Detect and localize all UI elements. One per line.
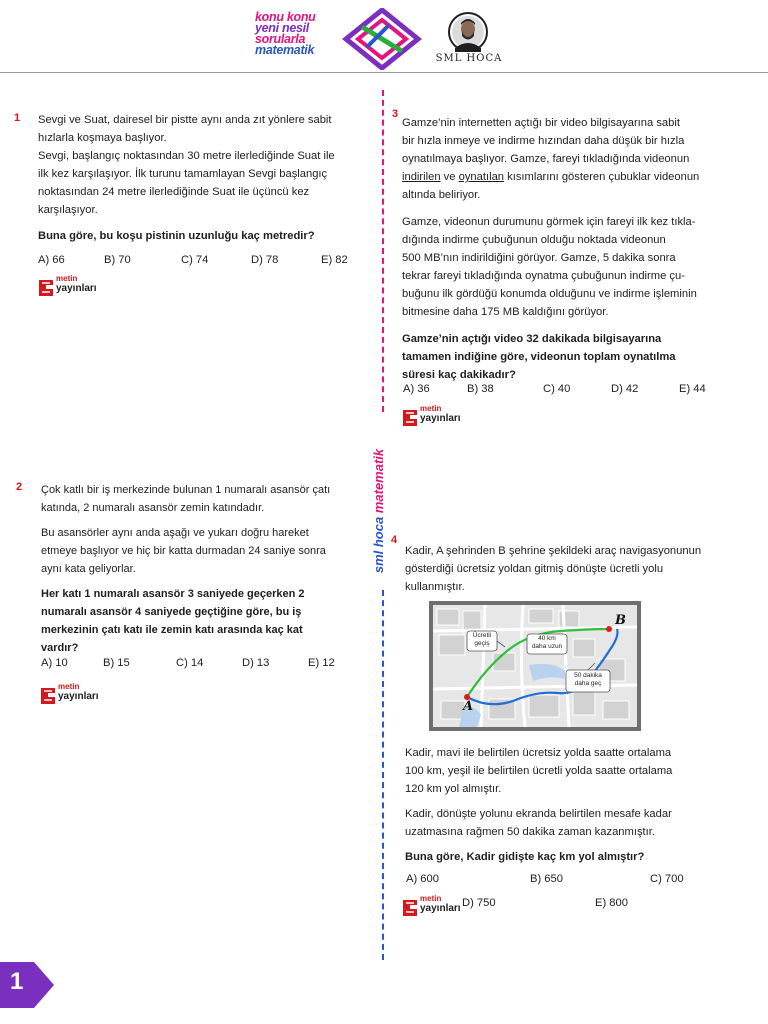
q1-line: Sevgi, başlangıç noktasından 30 metre ilerlediğinde Suat ile — [38, 150, 335, 162]
q4-choices-row2 — [462, 897, 712, 913]
q2-line: Bu asansörler aynı anda aşağı ve yukarı doğru hareket — [41, 527, 309, 539]
callout-50-line: 50 dakika — [574, 672, 602, 679]
side-label-part2: matematik — [371, 448, 386, 514]
q3-question-line: Gamze’nin açtığı video 32 dakikada bilgisayarına — [402, 333, 662, 345]
q1-line: hızlarla koşmaya başlıyor. — [38, 132, 167, 144]
q3-line: Gamze’nin internetten açtığı bir video bilgisayarına sabit — [402, 117, 680, 129]
publisher-logo — [38, 682, 102, 708]
q2-choice-e[interactable]: E) 12 — [308, 657, 335, 669]
q3-line: bir hızla inmeye ve indirme hızından daha düşük bir hızla — [402, 135, 685, 147]
publisher-line2: yayınları — [420, 903, 461, 914]
q3-line: Gamze, videonun durumunu görmek için fareyi ilk kez tıkla- — [402, 216, 696, 228]
q1-question: Buna göre, bu koşu pistinin uzunluğu kaç metredir? — [38, 230, 315, 242]
map-label-b: B — [615, 613, 626, 628]
q3-choice-d[interactable]: D) 42 — [611, 383, 639, 395]
q2-choices — [41, 657, 359, 673]
publisher-line1: metin — [420, 404, 442, 413]
callout-50-text — [566, 672, 610, 688]
q3-underlined-downloaded: indirilen — [402, 171, 441, 183]
publisher-logo-icon — [36, 276, 56, 298]
header — [0, 0, 768, 72]
q3-line-rest: kısımlarını gösteren çubuklar videonun — [504, 171, 700, 183]
brand-line-1: konu konu — [255, 10, 316, 24]
q2-body — [41, 481, 359, 664]
q3-line: dığında indirme çubuğunun olduğu noktada videonun — [402, 234, 666, 246]
publisher-logo — [400, 404, 464, 430]
q4-choice-d[interactable]: D) 750 — [462, 897, 496, 909]
q4-choice-c[interactable]: C) 700 — [650, 873, 684, 885]
q1-choice-e[interactable]: E) 82 — [321, 254, 348, 266]
q4-choice-e[interactable]: E) 800 — [595, 897, 628, 909]
publisher-line1: metin — [420, 894, 442, 903]
publisher-line2: yayınları — [58, 691, 99, 702]
brand-title — [255, 12, 316, 56]
q2-line: katında, 2 numaralı asansör zemin katındadır. — [41, 502, 265, 514]
q3-line: tekrar fareyi tıkladığında oynatma çubuğunun indirme çu- — [402, 270, 685, 282]
q3-line-underlined — [402, 168, 732, 186]
q1-line: Sevgi ve Suat, dairesel bir pistte aynı anda zıt yönlere sabit — [38, 114, 332, 126]
q1-number: 1 — [14, 112, 21, 124]
callout-40-text — [527, 635, 567, 651]
q4-choices-row1 — [406, 873, 736, 889]
brand-line-3: sorularla — [255, 32, 306, 46]
q1-line: noktasından 24 metre ilerlediğinde Suat ile üçüncü kez — [38, 186, 310, 198]
publisher-line1: metin — [58, 682, 80, 691]
q3-choices — [403, 383, 733, 399]
publisher-logo — [400, 894, 464, 920]
q3-choice-a[interactable]: A) 36 — [403, 383, 430, 395]
q3-line-mid: ve — [440, 171, 459, 183]
q4-body — [405, 744, 735, 873]
q4-line: 120 km yol almıştır. — [405, 783, 502, 795]
publisher-logo-icon — [38, 684, 58, 706]
publisher-logo — [36, 274, 100, 300]
q2-line: etmeye başlıyor ve hiç bir katta durmadan 24 saniye sonra — [41, 545, 326, 557]
q2-line: Çok katlı bir iş merkezinde bulunan 1 numaralı asansör çatı — [41, 484, 331, 496]
q4-line: gösterdiği ücretsiz yoldan gitmiş dönüşte ücretli yolu — [405, 563, 664, 575]
side-label-part1: sml hoca — [371, 516, 386, 574]
publisher-line1: metin — [56, 274, 78, 283]
q3-line: 500 MB’nın indirildiğini görüyor. Gamze, 5 dakika sonra — [402, 252, 676, 264]
q4-choice-a[interactable]: A) 600 — [406, 873, 439, 885]
brand-line-4: matematik — [255, 43, 315, 57]
publisher-logo-icon — [400, 406, 420, 428]
q2-question-line: merkezinin çatı katı ile zemin katı arasında kaç kat — [41, 624, 303, 636]
q4-number: 4 — [391, 534, 398, 546]
q4-question: Buna göre, Kadir gidişte kaç km yol almıştır? — [405, 851, 645, 863]
q1-choice-d[interactable]: D) 78 — [251, 254, 279, 266]
q4-line: Kadir, dönüşte yolunu ekranda belirtilen mesafe kadar — [405, 808, 672, 820]
q1-choices — [38, 254, 368, 270]
author-name: SML HOCA — [435, 53, 503, 64]
q3-choice-c[interactable]: C) 40 — [543, 383, 571, 395]
callout-40-line: 40 km — [538, 635, 556, 642]
page-number: 1 — [10, 968, 24, 995]
q3-number: 3 — [392, 108, 399, 120]
q2-choice-c[interactable]: C) 14 — [176, 657, 204, 669]
callout-50-line: daha geç — [574, 680, 602, 687]
q1-line: karşılaşıyor. — [38, 204, 98, 216]
q4-line: Kadir, A şehrinden B şehrine şekildeki araç navigasyonunun — [405, 545, 702, 557]
callout-paid-line: geçiş — [474, 640, 490, 647]
publisher-logo-icon — [400, 896, 420, 918]
q2-question-line: Her katı 1 numaralı asansör 3 saniyede geçerken 2 — [41, 588, 305, 600]
author-avatar — [448, 12, 488, 52]
q4-intro — [405, 542, 735, 596]
header-divider — [0, 72, 768, 73]
q1-choice-c[interactable]: C) 74 — [181, 254, 209, 266]
q4-line: uzatmasına rağmen 50 dakika zaman kazanmıştır. — [405, 826, 655, 838]
q3-choice-b[interactable]: B) 38 — [467, 383, 494, 395]
brand-logo-icon — [342, 8, 422, 70]
q1-line: ilk kez karşılaşıyor. İlk turunu tamamlayan Sevgi başlangıç — [38, 168, 328, 180]
q3-line: altında beliriyor. — [402, 189, 481, 201]
q2-question-line: vardır? — [41, 642, 79, 654]
callout-40-line: daha uzun — [531, 643, 563, 650]
q2-number: 2 — [16, 481, 23, 493]
q1-body — [38, 111, 368, 245]
q3-question-line: tamamen indiğine göre, videonun toplam oynatılma — [402, 351, 676, 363]
q2-choice-a[interactable]: A) 10 — [41, 657, 68, 669]
callout-paid-line: Ücretli — [472, 632, 492, 639]
q3-body — [402, 114, 732, 391]
publisher-line2: yayınları — [56, 283, 97, 294]
q4-line: kullanmıştır. — [405, 581, 465, 593]
q2-line: aynı kata geliyorlar. — [41, 563, 136, 575]
callout-paid-text — [467, 632, 497, 648]
side-label — [371, 445, 398, 577]
publisher-line2: yayınları — [420, 413, 461, 424]
point-b-marker — [606, 626, 612, 632]
map-label-a: A — [463, 699, 474, 714]
q1-choice-a[interactable]: A) 66 — [38, 254, 65, 266]
q1-choice-b[interactable]: B) 70 — [104, 254, 131, 266]
q2-choice-b[interactable]: B) 15 — [103, 657, 130, 669]
center-divider-bottom — [382, 590, 384, 960]
brand-line-2: yeni nesil — [255, 21, 309, 35]
center-divider-top — [382, 90, 384, 412]
q3-choice-e[interactable]: E) 44 — [679, 383, 706, 395]
q4-choice-b[interactable]: B) 650 — [530, 873, 563, 885]
q2-choice-d[interactable]: D) 13 — [242, 657, 270, 669]
q3-question-line: süresi kaç dakikadır? — [402, 369, 516, 381]
q3-line: oynatılmaya başlıyor. Gamze, fareyi tıkladığında videonun — [402, 153, 690, 165]
navigation-map — [429, 601, 641, 731]
q3-line: bitmesine daha 175 MB kaldığını görüyor. — [402, 306, 609, 318]
q4-line: Kadir, mavi ile belirtilen ücretsiz yolda saatte ortalama — [405, 747, 672, 759]
q3-line: buğunu ilk gördüğü konumda olduğunu ve indirme işleminin — [402, 288, 697, 300]
q4-line: 100 km, yeşil ile belirtilen ücretli yolda saatte ortalama — [405, 765, 673, 777]
q3-underlined-played: oynatılan — [458, 171, 505, 183]
q2-question-line: numaralı asansör 4 saniyede geçtiğine göre, bu iş — [41, 606, 302, 618]
